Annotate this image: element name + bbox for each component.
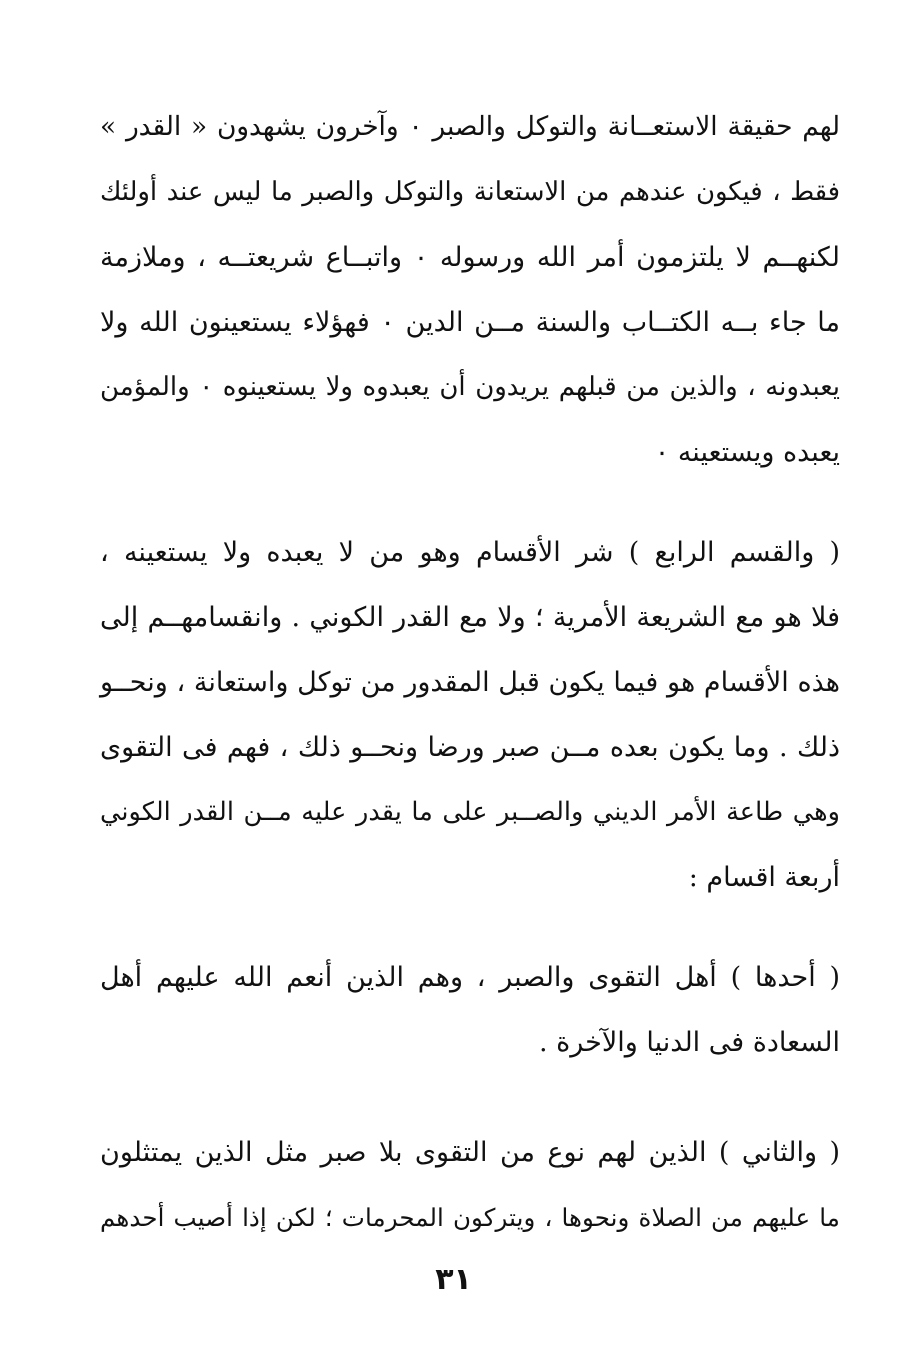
page-number: ٣١ [435, 1262, 472, 1297]
text-line: يعبدونه ، والذين من قبلهم يريدون أن يعبدوه ولا يستعينوه ٠ والمؤمن [100, 372, 840, 402]
text-line: ما عليهم من الصلاة ونحوها ، ويتركون المحرمات ؛ لكن إذا أصيب أحدهم [100, 1203, 840, 1232]
paragraph-3 [100, 945, 840, 1075]
text-line: فلا هو مع الشريعة الأمرية ؛ ولا مع القدر الكوني . وانقسامهــم إلى [100, 602, 840, 633]
text-line: ( والثاني ) الذين لهم نوع من التقوى بلا صبر مثل الذين يمتثلون [100, 1137, 840, 1168]
paragraph-2 [100, 520, 840, 910]
text-line: فقط ، فيكون عندهم من الاستعانة والتوكل والصبر ما ليس عند أولئك [100, 177, 840, 207]
text-line: لكنهــم لا يلتزمون أمر الله ورسوله ٠ واتبــاع شريعتــه ، وملازمة [100, 242, 840, 273]
text-line: ( أحدها ) أهل التقوى والصبر ، وهم الذين أنعم الله عليهم أهل [100, 962, 840, 993]
text-line: السعادة فى الدنيا والآخرة . [538, 1027, 840, 1058]
text-line: هذه الأقسام هو فيما يكون قبل المقدور من توكل واستعانة ، ونحــو [100, 667, 840, 698]
text-line: وهي طاعة الأمر الديني والصــبر على ما يقدر عليه مــن القدر الكوني [100, 797, 840, 827]
text-line: لهم حقيقة الاستعــانة والتوكل والصبر ٠ وآخرون يشهدون « القدر » [100, 112, 840, 142]
paragraph-1 [100, 95, 840, 485]
text-line: يعبده ويستعينه ٠ [654, 437, 840, 468]
text-line: أربعة اقسام : [688, 862, 840, 893]
text-line: ذلك . وما يكون بعده مــن صبر ورضا ونحــو ذلك ، فهم فى التقوى [100, 732, 840, 763]
paragraph-4 [100, 1120, 840, 1250]
text-line: ( والقسم الرابع ) شر الأقسام وهو من لا يعبده ولا يستعينه ، [100, 537, 840, 568]
text-line: ما جاء بــه الكتــاب والسنة مــن الدين ٠ فهؤلاء يستعينون الله ولا [100, 307, 840, 338]
